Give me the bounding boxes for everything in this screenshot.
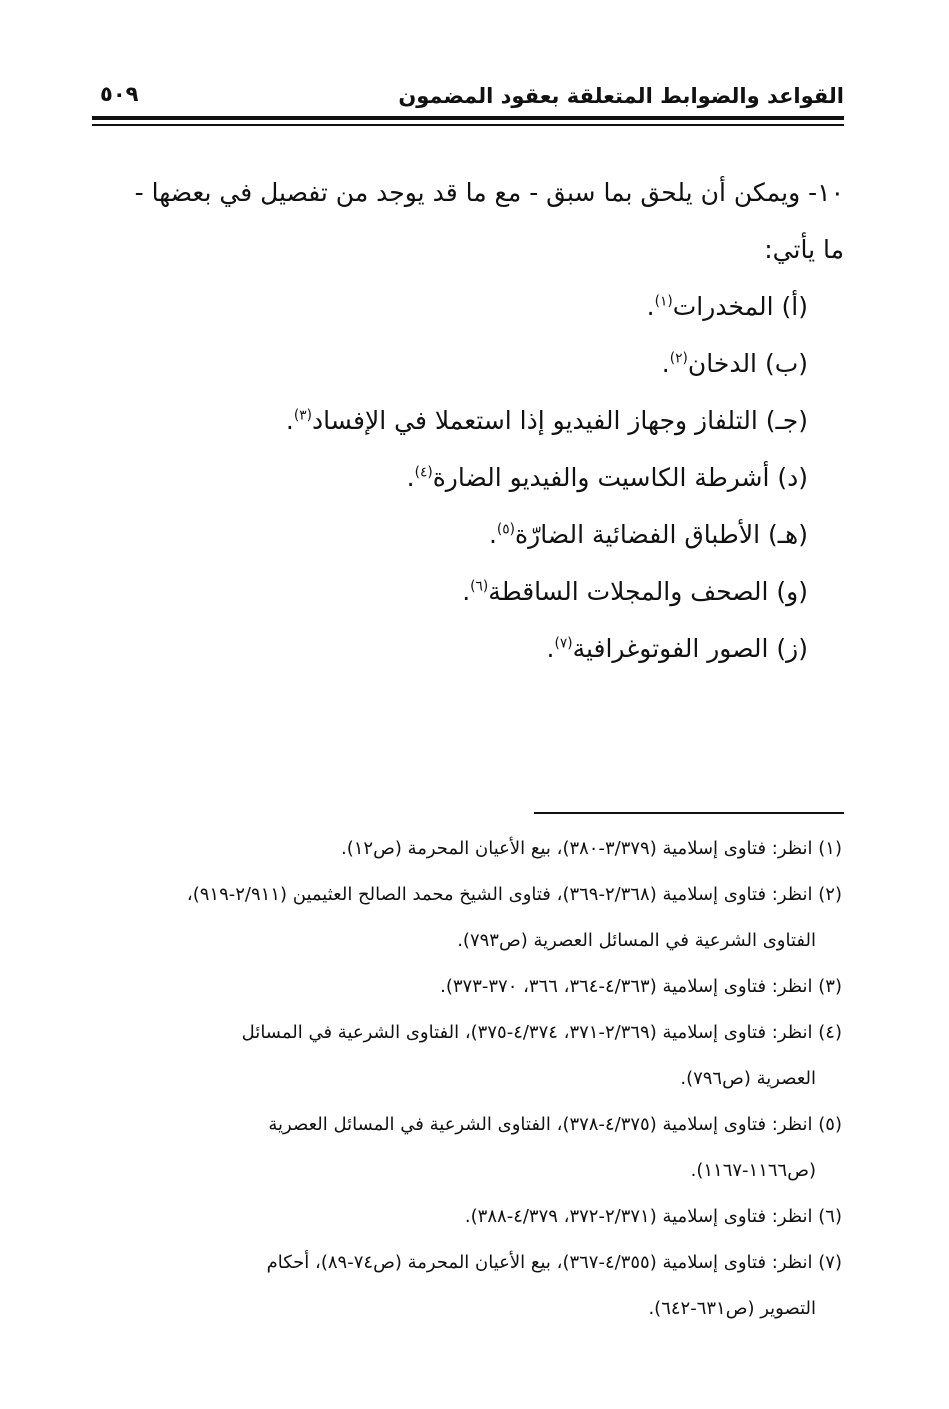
intro-line: ١٠- ويمكن أن يلحق بما سبق - مع ما قد يوجد من تفصيل في بعضها - (134, 178, 844, 207)
list-item (92, 506, 808, 563)
footnote: (٦) انظر: فتاوى إسلامية (٢/٣٧١-٣٧٢، ٤/٣٧٩-٣٨٨). (464, 1206, 842, 1227)
list-item-text: (أ) المخدرات (672, 292, 808, 321)
list-item-end: . (488, 520, 497, 549)
footnote: (١) انظر: فتاوى إسلامية (٣/٣٧٩-٣٨٠)، بيع الأعيان المحرمة (ص١٢). (340, 838, 842, 859)
list-item-end: . (546, 634, 555, 663)
list-item-text: (و) الصحف والمجلات الساقطة (488, 577, 808, 606)
main-text (92, 164, 844, 677)
footnote-continuation: الفتاوى الشرعية في المسائل العصرية (ص٧٩٣). (457, 930, 816, 951)
list-item (92, 278, 808, 335)
intro-line-end: ما يأتي: (764, 235, 844, 264)
footnote: (٧) انظر: فتاوى إسلامية (٤/٣٥٥-٣٦٧)، بيع الأعيان المحرمة (ص٧٤-٨٩)، أحكام (266, 1252, 842, 1273)
items-list (92, 278, 844, 677)
footnote-continuation: التصوير (ص٦٣١-٦٤٢). (648, 1298, 816, 1319)
list-item-text: (جـ) التلفاز وجهاز الفيديو إذا استعملا في الإفساد (311, 406, 808, 435)
page-number: ٥٠٩ (100, 82, 139, 106)
list-item-end: . (646, 292, 655, 321)
footnote: (٥) انظر: فتاوى إسلامية (٤/٣٧٥-٣٧٨)، الفتاوى الشرعية في المسائل العصرية (268, 1114, 842, 1135)
list-item-text: (ب) الدخان (687, 349, 808, 378)
footnote-ref: (٥) (496, 521, 516, 538)
list-item-text: (ز) الصور الفوتوغرافية (572, 634, 808, 663)
list-item (92, 563, 808, 620)
header-rule-thick (92, 116, 844, 120)
footnote: (٤) انظر: فتاوى إسلامية (٢/٣٦٩-٣٧١، ٤/٣٧٤-٣٧٥)، الفتاوى الشرعية في المسائل (241, 1022, 842, 1043)
footnote-continuation: (ص١١٦٦-١١٦٧). (690, 1160, 816, 1181)
list-item (92, 449, 808, 506)
footnote: (٣) انظر: فتاوى إسلامية (٤/٣٦٣-٣٦٤، ٣٦٦، ٣٧٠-٣٧٣). (440, 976, 842, 997)
footnote-continuation: العصرية (ص٧٩٦). (680, 1068, 816, 1089)
footnote-ref: (٢) (669, 350, 688, 367)
list-item-end: . (285, 406, 294, 435)
footnote-ref: (١) (654, 293, 673, 310)
footnote-ref: (٧) (554, 635, 573, 652)
running-title: القواعد والضوابط المتعلقة بعقود المضمون (398, 84, 844, 108)
footnote-ref: (٤) (414, 464, 433, 481)
list-item-end: . (661, 349, 670, 378)
footnote: (٢) انظر: فتاوى إسلامية (٢/٣٦٨-٣٦٩)، فتاوى الشيخ محمد الصالح العثيمين (٢/٩١١-٩١٩)، (186, 884, 842, 905)
footnote-ref: (٦) (470, 578, 489, 595)
page-header (92, 78, 844, 120)
list-item (92, 392, 808, 449)
list-item-end: . (406, 463, 415, 492)
footnote-ref: (٣) (293, 407, 312, 424)
list-item (92, 620, 808, 677)
footnotes (108, 826, 842, 1332)
footnote-separator (534, 812, 844, 814)
list-item (92, 335, 808, 392)
list-item-text: (د) أشرطة الكاسيت والفيديو الضارة (432, 463, 808, 492)
list-item-end: . (462, 577, 471, 606)
list-item-text: (هـ) الأطباق الفضائية الضارّة (515, 520, 808, 549)
header-rule-thin (92, 124, 844, 126)
